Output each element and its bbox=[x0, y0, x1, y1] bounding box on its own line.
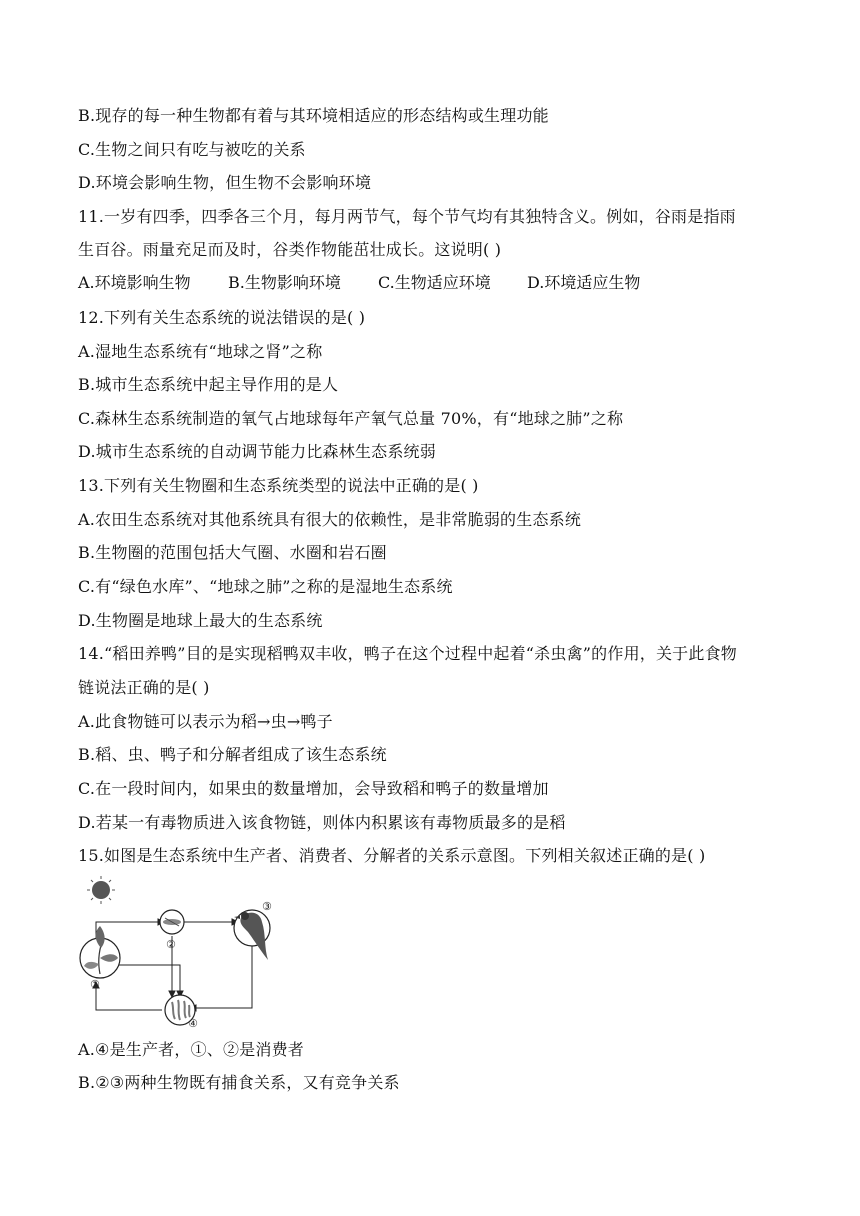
q11-option-b: B.生物影响环境 bbox=[228, 273, 341, 292]
q13-option-c: C.有“绿色水库”、“地球之肺”之称的是湿地生态系统 bbox=[78, 577, 453, 596]
q14-stem-line2: 链说法正确的是( ) bbox=[78, 678, 210, 697]
ecosystem-diagram bbox=[76, 876, 286, 1028]
q14-option-c: C.在一段时间内，如果虫的数量增加，会导致稻和鸭子的数量增加 bbox=[78, 779, 549, 798]
q12-option-d: D.城市生态系统的自动调节能力比森林生态系统弱 bbox=[78, 442, 436, 461]
q11-option-d: D.环境适应生物 bbox=[527, 273, 641, 292]
label-1: ① bbox=[90, 978, 100, 991]
q12-option-b: B.城市生态系统中起主导作用的是人 bbox=[78, 375, 339, 394]
q15-option-a: A.④是生产者，①、②是消费者 bbox=[78, 1040, 304, 1059]
q10-option-b: B.现存的每一种生物都有着与其环境相适应的形态结构或生理功能 bbox=[78, 106, 549, 125]
q11-option-c: C.生物适应环境 bbox=[378, 273, 491, 292]
q15-option-b: B.②③两种生物既有捕食关系，又有竞争关系 bbox=[78, 1073, 400, 1092]
q12-option-a: A.湿地生态系统有“地球之肾”之称 bbox=[78, 342, 323, 361]
q11-stem-line1: 11.一岁有四季，四季各三个月，每月两节气，每个节气均有其独特含义。例如，谷雨是指雨 bbox=[78, 207, 736, 226]
sun-icon bbox=[87, 876, 115, 904]
q13-stem: 13.下列有关生物圈和生态系统类型的说法中正确的是( ) bbox=[78, 476, 479, 495]
label-2: ② bbox=[166, 938, 176, 951]
q14-stem-line1: 14.“稻田养鸭”目的是实现稻鸭双丰收，鸭子在这个过程中起着“杀虫禽”的作用，关于此食物 bbox=[78, 644, 737, 663]
q11-option-a: A.环境影响生物 bbox=[78, 273, 191, 292]
q14-option-a: A.此食物链可以表示为稻→虫→鸭子 bbox=[78, 712, 333, 731]
q15-stem: 15.如图是生态系统中生产者、消费者、分解者的关系示意图。下列相关叙述正确的是( ) bbox=[78, 846, 706, 865]
insect-node bbox=[160, 910, 184, 934]
label-3: ③ bbox=[262, 900, 272, 913]
q13-option-a: A.农田生态系统对其他系统具有很大的依赖性，是非常脆弱的生态系统 bbox=[78, 510, 582, 529]
q11-stem-line2: 生百谷。雨量充足而及时，谷类作物能茁壮成长。这说明( ) bbox=[78, 240, 502, 259]
q11-options bbox=[78, 272, 798, 294]
producer-plant-node bbox=[80, 926, 120, 978]
q14-option-b: B.稻、虫、鸭子和分解者组成了该生态系统 bbox=[78, 745, 387, 764]
q14-option-d: D.若某一有毒物质进入该食物链，则体内积累该有毒物质最多的是稻 bbox=[78, 813, 566, 832]
q13-option-d: D.生物圈是地球上最大的生态系统 bbox=[78, 611, 323, 630]
q10-option-c: C.生物之间只有吃与被吃的关系 bbox=[78, 140, 306, 159]
q13-option-b: B.生物圈的范围包括大气圈、水圈和岩石圈 bbox=[78, 543, 387, 562]
q12-stem: 12.下列有关生态系统的说法错误的是( ) bbox=[78, 308, 366, 327]
label-4: ④ bbox=[188, 1017, 198, 1028]
q12-option-c: C.森林生态系统制造的氧气占地球每年产氧气总量 70%，有“地球之肺”之称 bbox=[78, 409, 624, 428]
q10-option-d: D.环境会影响生物，但生物不会影响环境 bbox=[78, 173, 372, 192]
